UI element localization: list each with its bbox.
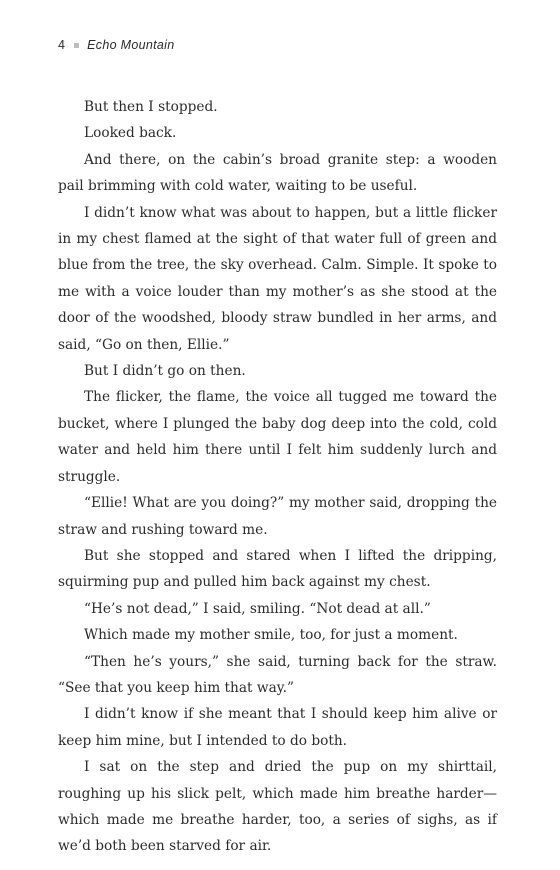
paragraph: I didn’t know if she meant that I should keep him alive or keep him mine, but I intended to do both. (58, 706, 497, 749)
paragraph: And there, on the cabin’s broad granite step: a wooden pail brimming with cold water, waiting to be useful. (58, 151, 497, 195)
paragraph: I didn’t know what was about to happen, but a little flicker in my chest flamed at the sight of that water full of green and blue from the tree, the sky overhead. Calm. Simple. It spoke to me with a voice louder than my mother’s as she stood at the door of the woodshed, bloody straw bundled in her arms, and said, “Go on then, Ellie.” (58, 204, 497, 353)
paragraph: But then I stopped. (84, 99, 218, 115)
paragraph: But I didn’t go on then. (84, 363, 246, 380)
running-head (58, 36, 497, 54)
paragraph: The flicker, the flame, the voice all tugged me toward the bucket, where I plunged the baby dog deep into the cold, cold water and held him there until I felt him suddenly lurch and struggle. (58, 389, 497, 485)
paragraph: “Then he’s yours,” she said, turning back for the straw. “See that you keep him that way.” (58, 653, 497, 696)
separator-square (74, 43, 79, 48)
body-text (58, 94, 497, 860)
paragraph: Looked back. (84, 125, 177, 142)
paragraph: “Ellie! What are you doing?” my mother said, dropping the straw and rushing toward me. (58, 495, 497, 538)
page-number: 4 (58, 38, 66, 52)
paragraph: Which made my mother smile, too, for just a moment. (84, 627, 458, 644)
book-title: Echo Mountain (87, 38, 175, 52)
paragraph: I sat on the step and dried the pup on my shirttail, roughing up his slick pelt, which made him breathe harder—which made me breathe harder, too, a series of sighs, as if we’d both been starved for air. (58, 759, 497, 855)
paragraph: But she stopped and stared when I lifted the dripping, squirming pup and pulled him back against my chest. (58, 547, 497, 591)
paragraph: “He’s not dead,” I said, smiling. “Not dead at all.” (84, 600, 431, 617)
